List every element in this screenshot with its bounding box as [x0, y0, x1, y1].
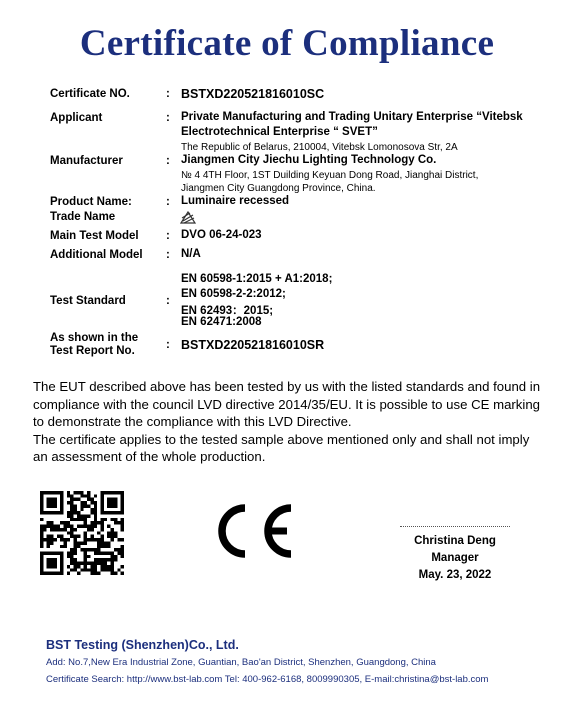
- product-name: Luminaire recessed: [181, 195, 290, 207]
- applicant-label: Applicant: [50, 112, 103, 124]
- statement-line: The EUT described above has been tested by us with the listed standards and found in: [33, 379, 541, 394]
- signer-name: Christina Deng: [414, 535, 496, 547]
- colon: :: [166, 196, 170, 208]
- statement-line: The certificate applies to the tested sample above mentioned only and shall not imply: [33, 431, 530, 447]
- statement-line: an assessment of the whole production.: [33, 449, 266, 464]
- certificate-title: Certificate of Compliance: [79, 23, 495, 64]
- report-label-2: Test Report No.: [50, 345, 135, 357]
- additional-model: N/A: [181, 248, 201, 260]
- standard-item: EN 60598-2-2:2012;: [181, 288, 286, 300]
- statement: [33, 378, 553, 466]
- colon: :: [166, 249, 170, 261]
- colon: :: [166, 112, 170, 124]
- additional-model-label: Additional Model: [50, 249, 143, 261]
- applicant-line2: Electrotechnical Enterprise “ SVET”: [181, 126, 378, 138]
- statement-line: compliance with the council LVD directive 2014/35/EU. It is possible to use CE marking: [33, 396, 540, 412]
- certificate-no: BSTXD220521816010SC: [181, 87, 325, 101]
- manufacturer-address-2: Jiangmen City Guangdong Province, China.: [181, 183, 376, 194]
- colon: :: [166, 339, 170, 351]
- footer-company: BST Testing (Shenzhen)Co., Ltd.: [46, 638, 239, 652]
- footer-address: Add: No.7,New Era Industrial Zone, Guantian, Bao'an District, Shenzhen, Guangdong, China: [46, 657, 436, 668]
- report-no: BSTXD220521816010SR: [181, 338, 325, 352]
- colon: :: [166, 295, 170, 307]
- trade-name-label: Trade Name: [50, 211, 116, 223]
- standard-item: EN 60598-1:2015 + A1:2018;: [181, 273, 333, 285]
- ce-mark-icon: [205, 500, 297, 562]
- manufacturer-name: Jiangmen City Jiechu Lighting Technology Co.: [181, 154, 437, 166]
- report-label-1: As shown in the: [50, 332, 139, 344]
- colon: :: [166, 230, 170, 242]
- main-model-label: Main Test Model: [50, 230, 139, 242]
- test-standard-label: Test Standard: [50, 295, 126, 307]
- signature-line: [400, 526, 510, 527]
- manufacturer-label: Manufacturer: [50, 155, 123, 167]
- colon: :: [166, 155, 170, 167]
- footer-contact: Certificate Search: http://www.bst-lab.com Tel: 400-962-6168, 8009990305, E-mail:christina@bst-lab.com: [46, 674, 489, 685]
- certificate-no-label: Certificate NO.: [50, 88, 130, 100]
- qr-code-icon: [40, 491, 124, 575]
- product-name-label: Product Name:: [50, 196, 132, 208]
- signer-role: Manager: [431, 552, 479, 564]
- colon: :: [166, 88, 170, 100]
- main-model: DVO 06-24-023: [181, 229, 262, 241]
- standard-item: EN 62471:2008: [181, 316, 262, 328]
- applicant-address: The Republic of Belarus, 210004, Vitebsk Lomonosova Str, 2A: [181, 142, 458, 153]
- svet-logo-icon: [180, 210, 196, 226]
- certificate-date: May. 23, 2022: [418, 569, 492, 581]
- statement-line: to demonstrate the compliance with this LVD Directive.: [33, 414, 352, 429]
- standard-item: EN 62493：2015;: [181, 305, 274, 317]
- manufacturer-address-1: № 4 4TH Floor, 1ST Duilding Keyuan Dong Road, Jianghai District,: [181, 170, 479, 181]
- applicant-line1: Private Manufacturing and Trading Unitary Enterprise “Vitebsk: [181, 111, 523, 123]
